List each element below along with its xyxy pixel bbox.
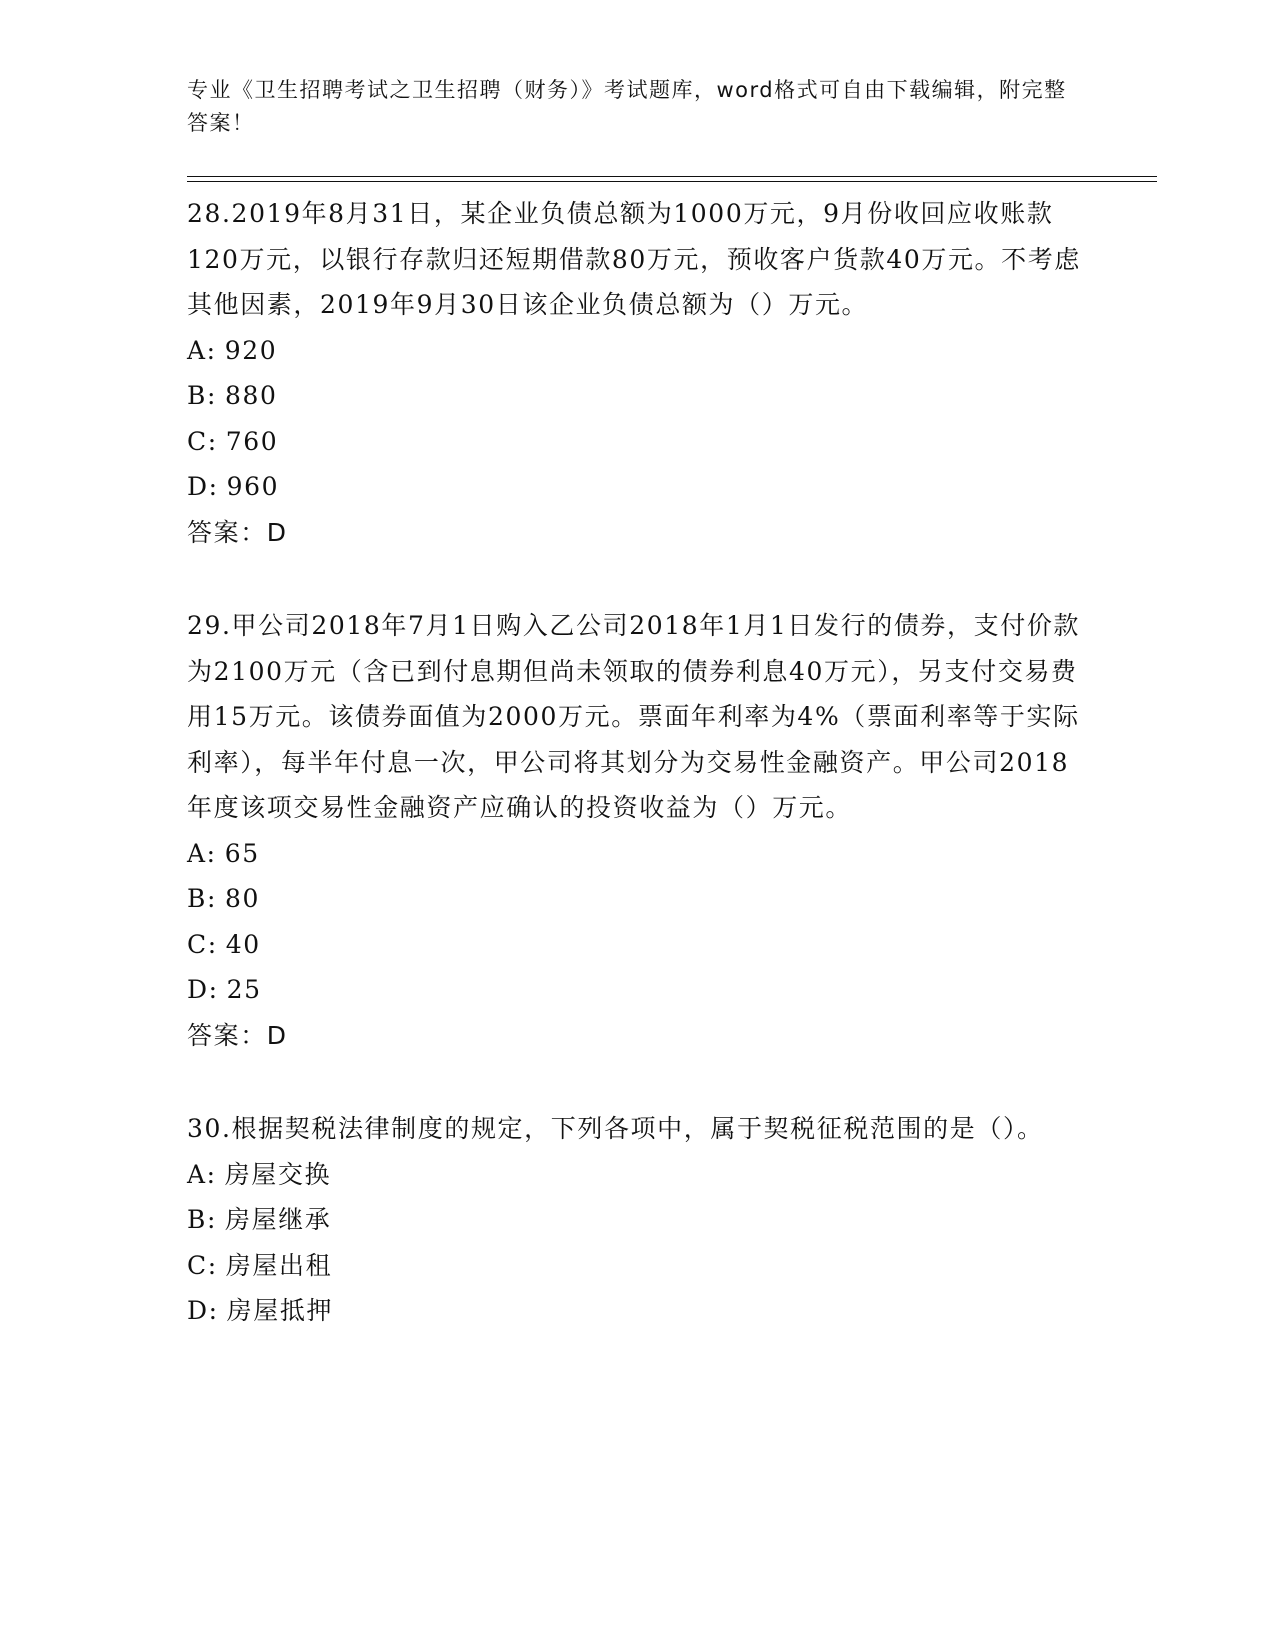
- option-text: 25: [226, 975, 262, 1004]
- question-28: [187, 191, 1087, 555]
- option-a: [187, 831, 1087, 877]
- option-key: A:: [187, 335, 217, 365]
- option-text: 920: [224, 335, 278, 365]
- option-a: [187, 1152, 1087, 1198]
- question-list: [187, 191, 1087, 1382]
- option-c: [187, 922, 1087, 968]
- option-key: D:: [187, 472, 219, 501]
- option-c: [187, 419, 1087, 465]
- option-key: B:: [187, 1205, 217, 1234]
- question-29: [187, 603, 1087, 1058]
- document-header: 专业《卫生招聘考试之卫生招聘（财务）》考试题库，word格式可自由下载编辑，附完整答案！: [187, 78, 1067, 135]
- option-text: 房屋抵押: [226, 1296, 334, 1325]
- option-key: B:: [187, 884, 217, 913]
- option-key: B:: [187, 381, 217, 410]
- option-b: [187, 1197, 1087, 1243]
- question-30: [187, 1106, 1087, 1334]
- option-text: 760: [225, 426, 279, 456]
- option-key: C:: [187, 929, 218, 959]
- option-key: A:: [187, 1159, 217, 1189]
- header-divider-top: [187, 176, 1157, 177]
- option-text: 房屋出租: [225, 1250, 333, 1280]
- option-text: 65: [224, 838, 260, 868]
- option-d: [187, 967, 1087, 1013]
- answer-line: 答案：D: [187, 1020, 288, 1050]
- option-d: [187, 464, 1087, 510]
- option-b: [187, 373, 1087, 419]
- option-text: 80: [225, 884, 261, 913]
- option-text: 960: [226, 472, 280, 501]
- option-c: [187, 1243, 1087, 1289]
- header-divider-bottom: [187, 181, 1157, 182]
- option-text: 40: [225, 929, 261, 959]
- question-stem: 30.根据契税法律制度的规定，下列各项中，属于契税征税范围的是（）。: [187, 1114, 1044, 1143]
- option-a: [187, 328, 1087, 374]
- option-text: 880: [225, 381, 278, 410]
- option-text: 房屋继承: [225, 1205, 332, 1234]
- option-d: [187, 1288, 1087, 1334]
- option-key: A:: [187, 838, 217, 868]
- option-text: 房屋交换: [224, 1159, 332, 1189]
- answer-line: 答案：D: [187, 517, 288, 547]
- option-key: C:: [187, 426, 218, 456]
- option-b: [187, 876, 1087, 922]
- question-stem: 28.2019年8月31日，某企业负债总额为1000万元，9月份收回应收账款120万元，以银行存款归还短期借款80万元，预收客户货款40万元。不考虑其他因素，2019年9月30日该企业负债总额为（）万元。: [187, 199, 1081, 319]
- option-key: D:: [187, 1296, 219, 1325]
- option-key: C:: [187, 1250, 218, 1280]
- option-key: D:: [187, 975, 219, 1004]
- question-stem: 29.甲公司2018年7月1日购入乙公司2018年1月1日发行的债券，支付价款为2100万元（含已到付息期但尚未领取的债券利息40万元），另支付交易费用15万元。该债券面值为2000万元。票面年利率为4%（票面利率等于实际利率），每半年付息一次，甲公司将其划分为交易性金融资产。甲公司2018年度该项交易性金融资产应确认的投资收益为（）万元。: [187, 611, 1081, 822]
